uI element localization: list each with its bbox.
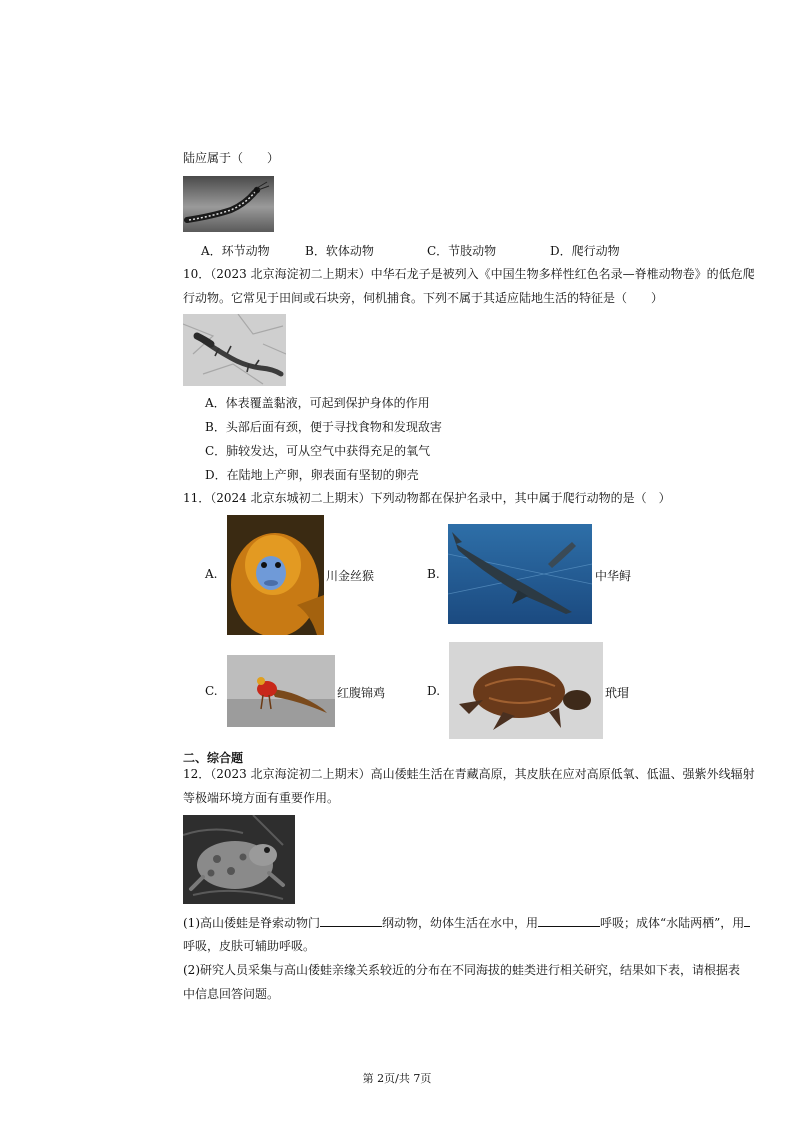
q12-sub1-part-a: (1)高山倭蛙是脊索动物门 xyxy=(183,916,320,930)
q12-sub1-part-b: 纲动物，幼体生活在水中，用 xyxy=(382,916,539,930)
q11-option-c-name[interactable]: 红腹锦鸡 xyxy=(337,686,386,700)
q12-stem-line1: 12．（2023 北京海淀初二上期末）高山倭蛙生活在青藏高原，其皮肤在应对高原低氧、低温、强紫外线辐射 xyxy=(183,767,755,781)
millipede-image xyxy=(183,176,274,232)
q10-option-a[interactable]: A．体表覆盖黏液，可起到保护身体的作用 xyxy=(205,396,430,410)
q11-option-d-letter[interactable]: D. xyxy=(427,684,441,698)
q11-stem: 11．（2024 北京东城初二上期末）下列动物都在保护名录中，其中属于爬行动物的是（ ） xyxy=(183,491,671,505)
answer-blank-2[interactable] xyxy=(538,914,600,927)
q11-option-d-name[interactable]: 玳瑁 xyxy=(605,686,630,700)
q10-option-b[interactable]: B．头部后面有颈，便于寻找食物和发现敌害 xyxy=(205,420,442,434)
q12-sub2-line1: (2)研究人员采集与高山倭蛙亲缘关系较近的分布在不同海拔的蛙类进行相关研究，结果如下表，请根据表 xyxy=(183,963,741,977)
lizard-image xyxy=(183,314,286,386)
q12-sub1-part-c: 呼吸；成体“水陆两栖”，用 xyxy=(600,916,745,930)
page-number: 第 2页/共 7页 xyxy=(362,1072,432,1085)
chinese-sturgeon-image xyxy=(448,524,592,624)
section-title: 二、综合题 xyxy=(183,751,244,765)
q11-option-b-name[interactable]: 中华鲟 xyxy=(595,569,632,583)
q10-option-d[interactable]: D．在陆地上产卵，卵表面有坚韧的卵壳 xyxy=(205,468,419,482)
q12-sub1-line2: 呼吸，皮肤可辅助呼吸。 xyxy=(183,939,316,953)
q9-stem-tail: 陆应属于（ ） xyxy=(183,151,280,165)
q9-option-a[interactable]: A．环节动物 xyxy=(201,244,270,258)
frog-image xyxy=(183,815,295,904)
q11-option-a-name[interactable]: 川金丝猴 xyxy=(326,569,375,583)
answer-blank-1[interactable] xyxy=(320,914,382,927)
golden-pheasant-image xyxy=(227,655,335,727)
q9-option-b[interactable]: B．软体动物 xyxy=(305,244,374,258)
q10-option-c[interactable]: C．肺较发达，可从空气中获得充足的氧气 xyxy=(205,444,431,458)
q12-stem-line2: 等极端环境方面有重要作用。 xyxy=(183,791,340,805)
hawksbill-turtle-image xyxy=(449,642,603,739)
golden-monkey-image xyxy=(227,515,324,635)
q10-stem-line1: 10．（2023 北京海淀初二上期末）中华石龙子是被列入《中国生物多样性红色名录—脊椎动物卷》的低危爬 xyxy=(183,267,755,281)
answer-blank-3[interactable] xyxy=(744,914,750,927)
q12-sub2-line2: 中信息回答问题。 xyxy=(183,987,280,1001)
q10-stem-line2: 行动物。它常见于田间或石块旁，伺机捕食。下列不属于其适应陆地生活的特征是（ ） xyxy=(183,291,664,305)
q11-option-c-letter[interactable]: C. xyxy=(205,684,218,698)
q12-sub1-line1 xyxy=(183,914,750,931)
q11-option-b-letter[interactable]: B. xyxy=(427,567,440,581)
q11-option-a-letter[interactable]: A. xyxy=(205,567,218,581)
q9-option-c[interactable]: C．节肢动物 xyxy=(427,244,497,258)
q9-option-d[interactable]: D．爬行动物 xyxy=(550,244,620,258)
